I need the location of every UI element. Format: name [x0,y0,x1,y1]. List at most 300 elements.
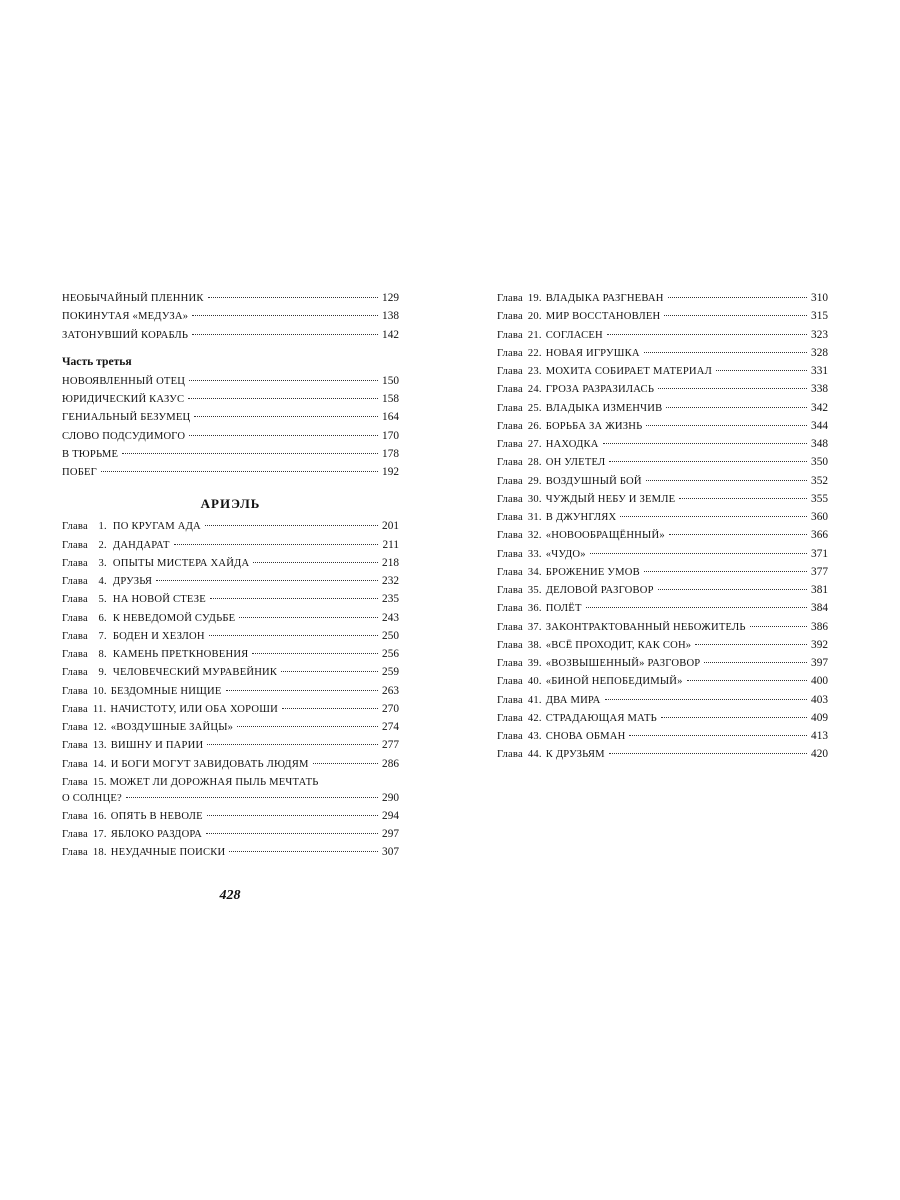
dot-leader [174,544,379,545]
page-ref: 310 [811,292,828,304]
dot-leader [609,753,807,754]
page-ref: 211 [382,538,399,551]
chapter-title: ВЛАДЫКА РАЗГНЕВАН [545,293,664,304]
chapter-title: ДАНДАРАТ [112,539,170,551]
glava-label: Глава [62,829,88,840]
glava-label: Глава [497,420,523,432]
dot-leader [282,708,378,709]
toc-chapter-entry[interactable] [497,529,828,547]
chapter-number: 1. [98,521,107,533]
page-ref: 294 [382,809,399,822]
dot-leader [210,598,378,599]
page-ref: 366 [811,529,828,542]
chapter-number: 24. [527,384,542,396]
entry-title: ЮРИДИЧЕСКИЙ КАЗУС [62,394,185,405]
dot-leader [188,398,378,399]
toc-chapter-entry[interactable] [62,557,399,575]
toc-top-list [62,292,399,347]
page-ref: 178 [382,447,399,460]
chapter-number: 11. [92,703,107,715]
entry-title: ЗАТОНУВШИЙ КОРАБЛЬ [62,329,189,341]
page-ref: 243 [382,611,399,624]
chapter-number: 17. [92,829,107,840]
chapter-number: 5. [98,594,107,606]
toc-part-three-list [62,375,399,485]
dot-leader [252,653,378,654]
toc-chapter-entry[interactable] [497,566,828,584]
chapter-number: 9. [98,667,107,679]
page-ref: 342 [811,401,828,414]
dot-leader [687,680,807,681]
entry-title: В ТЮРЬМЕ [62,448,119,460]
chapter-number: 20. [527,311,542,323]
toc-chapter-entry[interactable] [62,721,399,739]
chapter-title: «ВОЗДУШНЫЕ ЗАЙЦЫ» [110,722,234,733]
chapter-title: ГРОЗА РАЗРАЗИЛАСЬ [545,384,655,396]
glava-label: Глава [497,676,523,688]
dot-leader [209,635,378,636]
dot-leader [192,334,378,335]
chapter-title: К ДРУЗЬЯМ [545,749,605,761]
toc-chapter-entry[interactable] [62,520,399,538]
chapter-title: ВИШНУ И ПАРИИ [110,740,204,752]
chapter-title: НАХОДКА [545,439,599,450]
entry-title: ГЕНИАЛЬНЫЙ БЕЗУМЕЦ [62,412,191,424]
toc-chapter-entry[interactable] [62,539,399,557]
chapter-number: 7. [98,630,107,642]
dot-leader [206,833,378,834]
page-ref: 297 [382,828,399,840]
chapter-number: 10. [92,685,107,697]
part-three-heading: Часть третья [62,354,132,368]
chapter-number: 36. [527,603,542,615]
page-ref: 355 [811,492,828,505]
page-ref: 170 [382,429,399,442]
dot-leader [194,416,378,417]
chapter-title: ВЛАДЫКА ИЗМЕНЧИВ [545,402,663,414]
glava-label: Глава [497,493,523,505]
page-ref: 400 [811,675,828,688]
toc-chapter-entry[interactable] [62,758,399,776]
toc-chapter-entry[interactable] [497,310,828,328]
chapter-title: НА НОВОЙ СТЕЗЕ [112,594,206,606]
chapter-number: 37. [527,621,542,633]
dot-leader [239,617,378,618]
chapter-number: 44. [527,749,542,761]
page-ref: 360 [811,511,828,523]
chapter-number: 41. [527,694,542,706]
glava-label: Глава [62,576,88,587]
dot-leader [126,797,378,798]
chapter-title: ОН УЛЕТЕЛ [545,457,606,469]
chapter-title: БЕЗДОМНЫЕ НИЩИЕ [110,685,222,697]
toc-chapter-entry[interactable] [497,639,828,657]
chapter-title: ОПЫТЫ МИСТЕРА ХАЙДА [112,557,250,569]
page-ref: 250 [382,629,399,642]
dot-leader [644,352,807,353]
chapter-title: ПО КРУГАМ АДА [112,521,201,533]
chapter-title: ДРУЗЬЯ [112,576,153,587]
dot-leader [313,763,378,764]
page-number: 428 [219,888,241,903]
glava-label: Глава [497,439,523,450]
page-ref: 328 [811,346,828,359]
toc-chapter-entry[interactable] [497,712,828,730]
chapter-title: ЧЕЛОВЕЧЕСКИЙ МУРАВЕЙНИК [112,667,278,679]
dot-leader [207,815,378,816]
chapter-title: СНОВА ОБМАН [545,731,626,742]
page-ref: 256 [382,648,399,660]
chapter-number: 15. [92,776,107,788]
chapter-number: 32. [527,530,542,542]
glava-label: Глава [497,402,523,414]
dot-leader [603,443,807,444]
dot-leader [716,370,807,371]
toc-chapter-entry[interactable] [497,456,828,474]
page-ref: 270 [382,702,399,715]
page-ref: 350 [811,456,828,469]
dot-leader [695,644,807,645]
toc-entry[interactable] [62,375,399,393]
toc-entry-chapter-15[interactable] [62,776,399,810]
glava-label: Глава [62,612,88,624]
chapter-number: 23. [527,366,542,377]
toc-left-column [62,292,399,865]
page-ref: 286 [382,757,399,770]
chapter-number: 18. [92,847,107,859]
page-ref: 129 [382,292,399,304]
page-ref: 384 [811,602,828,615]
page-ref: 386 [811,620,828,633]
toc-entry[interactable] [62,310,399,328]
page-ref: 315 [811,310,828,323]
glava-label: Глава [62,667,88,679]
toc-chapter-entry[interactable] [497,675,828,693]
glava-label: Глава [62,810,88,822]
dot-leader [237,726,378,727]
toc-chapter-entry[interactable] [497,383,828,401]
page-ref: 235 [382,593,399,606]
toc-entry[interactable] [62,411,399,429]
dot-leader [669,534,807,535]
chapter-number: 16. [92,810,107,822]
chapter-number: 4. [98,576,107,587]
chapter-title: ДВА МИРА [545,694,601,706]
glava-label: Глава [62,776,88,788]
dot-leader [101,471,378,472]
chapter-number: 6. [98,612,107,624]
glava-label: Глава [497,347,523,359]
dot-leader [122,453,378,454]
toc-chapter-entry[interactable] [497,292,828,310]
chapter-number: 35. [527,585,542,596]
toc-chapter-entry[interactable] [497,621,828,639]
page-ref: 201 [382,520,399,533]
toc-chapter-entry[interactable] [62,612,399,630]
glava-label: Глава [62,740,88,752]
toc-chapter-entry[interactable] [497,657,828,675]
glava-label: Глава [62,649,88,660]
glava-label: Глава [62,594,88,606]
toc-chapter-entry[interactable] [497,438,828,456]
chapter-title: И БОГИ МОГУТ ЗАВИДОВАТЬ ЛЮДЯМ [110,758,309,770]
toc-chapter-entry[interactable] [62,575,399,593]
chapter-title: ВОЗДУШНЫЙ БОЙ [545,475,642,487]
glava-label: Глава [497,566,523,578]
page-ref: 344 [811,419,828,432]
page-ref: 352 [811,474,828,487]
glava-label: Глава [62,539,88,551]
page-ref: 259 [382,666,399,679]
chapter-number: 19. [527,293,542,304]
toc-chapter-entry[interactable] [62,810,399,828]
chapter-title: «БИНОЙ НЕПОБЕДИМЫЙ» [545,676,683,688]
glava-label: Глава [62,521,88,533]
chapter-title: СТРАДАЮЩАЯ МАТЬ [545,712,657,724]
page-ref: 290 [382,791,399,804]
dot-leader [646,480,807,481]
glava-label: Глава [497,731,523,742]
toc-chapter-entry[interactable] [497,584,828,602]
chapter-number: 2. [98,539,107,551]
dot-leader [229,851,378,852]
chapter-number: 33. [527,548,542,560]
chapter-number: 40. [527,676,542,688]
page-ref: 331 [811,365,828,377]
chapter-title: В ДЖУНГЛЯХ [545,512,617,523]
toc-chapter-entry[interactable] [497,602,828,620]
glava-label: Глава [497,512,523,523]
toc-entry[interactable] [62,466,399,484]
entry-title: ПОБЕГ [62,467,97,478]
chapter-number: 13. [92,740,107,752]
dot-leader [205,525,378,526]
toc-entry[interactable] [62,292,399,310]
glava-label: Глава [497,712,523,724]
page-ref: 409 [811,711,828,724]
glava-label: Глава [497,548,523,560]
page-ref: 263 [382,684,399,697]
page-ref: 420 [811,748,828,761]
glava-label: Глава [497,457,523,469]
chapter-number: 14. [92,758,107,770]
chapter-title: ДЕЛОВОЙ РАЗГОВОР [545,585,654,596]
chapter-title: К НЕВЕДОМОЙ СУДЬБЕ [112,612,236,624]
entry-title: СЛОВО ПОДСУДИМОГО [62,430,186,442]
dot-leader [253,562,378,563]
toc-chapter-entry[interactable] [62,666,399,684]
chapter-title: МОХИТА СОБИРАЕТ МАТЕРИАЛ [545,366,713,377]
glava-label: Глава [62,847,88,859]
page-ref: 164 [382,411,399,424]
dot-leader [607,334,807,335]
chapter-number: 22. [527,347,542,359]
chapter-title: «НОВООБРАЩЁННЫЙ» [545,530,665,542]
toc-entry[interactable] [62,448,399,466]
chapter-number: 30. [527,493,542,505]
toc-ariel-chapters-end [62,810,399,865]
toc-chapter-entry[interactable] [62,846,399,864]
dot-leader [666,407,807,408]
dot-leader [664,315,807,316]
toc-chapter-entry[interactable] [62,739,399,757]
page-ref: 158 [382,393,399,405]
dot-leader [644,571,807,572]
chapter-number: 12. [92,722,107,733]
toc-chapter-entry[interactable] [497,402,828,420]
chapter-title-line1: МОЖЕТ ЛИ ДОРОЖНАЯ ПЫЛЬ МЕЧТАТЬ [109,776,319,788]
glava-label: Глава [62,703,88,715]
glava-label: Глава [497,329,523,341]
toc-chapter-entry[interactable] [62,703,399,721]
chapter-title: КАМЕНЬ ПРЕТКНОВЕНИЯ [112,649,249,660]
toc-chapter-entry[interactable] [497,730,828,748]
dot-leader [156,580,378,581]
chapter-number: 28. [527,457,542,469]
glava-label: Глава [497,311,523,323]
toc-chapter-entry[interactable] [497,493,828,511]
dot-leader [189,380,378,381]
glava-label: Глава [497,530,523,542]
chapter-title: СОГЛАСЕН [545,329,603,341]
toc-chapter-entry[interactable] [62,685,399,703]
page-ref: 323 [811,328,828,341]
chapter-number: 21. [527,329,542,341]
glava-label: Глава [497,694,523,706]
dot-leader [679,498,807,499]
chapter-number: 8. [98,649,107,660]
toc-chapter-entry[interactable] [497,420,828,438]
toc-chapter-entry[interactable] [497,511,828,529]
toc-chapter-entry[interactable] [497,475,828,493]
glava-label: Глава [62,557,88,569]
glava-label: Глава [62,758,88,770]
dot-leader [226,690,379,691]
chapter-number: 43. [527,731,542,742]
glava-label: Глава [62,722,88,733]
page-ref: 307 [382,846,399,859]
chapter-title: БОРЬБА ЗА ЖИЗНЬ [545,420,643,432]
dot-leader [192,315,378,316]
chapter-title-line2: О СОЛНЦЕ? [62,792,122,804]
toc-right-column [497,292,828,767]
page-ref: 348 [811,438,828,450]
dot-leader [281,671,378,672]
chapter-title: ЯБЛОКО РАЗДОРА [110,829,203,840]
dot-leader [629,735,807,736]
page-ref: 392 [811,638,828,651]
chapter-number: 26. [527,420,542,432]
chapter-title: НОВАЯ ИГРУШКА [545,347,640,359]
page-ref: 138 [382,310,399,323]
toc-chapter-entry[interactable] [62,593,399,611]
page-ref: 377 [811,565,828,578]
chapter-number: 42. [527,712,542,724]
chapter-number: 39. [527,658,542,669]
chapter-number: 3. [98,557,107,569]
toc-chapter-entry[interactable] [62,648,399,666]
glava-label: Глава [497,621,523,633]
page-ref: 381 [811,584,828,596]
dot-leader [207,744,378,745]
page-ref: 403 [811,693,828,706]
dot-leader [658,589,807,590]
dot-leader [208,297,378,298]
page-ref: 413 [811,730,828,742]
chapter-title: НАЧИСТОТУ, ИЛИ ОБА ХОРОШИ [110,703,278,715]
chapter-title: «ВСЁ ПРОХОДИТ, КАК СОН» [545,639,692,651]
glava-label: Глава [497,749,523,761]
dot-leader [646,425,807,426]
chapter-title: БРОЖЕНИЕ УМОВ [545,566,640,578]
toc-entry[interactable] [62,329,399,347]
dot-leader [586,607,807,608]
page-ref: 150 [382,374,399,387]
glava-label: Глава [62,630,88,642]
glava-label: Глава [497,475,523,487]
page-ref: 232 [382,575,399,587]
toc-ariel-chapters [62,520,399,776]
chapter-number: 27. [527,439,542,450]
dot-leader [661,717,807,718]
toc-chapter-entry[interactable] [62,828,399,846]
dot-leader [605,699,808,700]
toc-right-chapters [497,292,828,767]
glava-label: Глава [497,603,523,615]
toc-chapter-entry[interactable] [62,630,399,648]
dot-leader [590,553,807,554]
toc-entry[interactable] [62,393,399,411]
page-ref: 277 [382,739,399,752]
glava-label: Глава [497,366,523,377]
toc-entry[interactable] [62,430,399,448]
glava-label: Глава [497,658,523,669]
dot-leader [750,626,807,627]
entry-title: ПОКИНУТАЯ «МЕДУЗА» [62,311,189,323]
toc-chapter-entry[interactable] [497,748,828,766]
entry-title: НЕОБЫЧАЙНЫЙ ПЛЕННИК [62,293,204,304]
dot-leader [658,388,807,389]
chapter-title: ЧУЖДЫЙ НЕБУ И ЗЕМЛЕ [545,493,676,505]
chapter-title: ПОЛЁТ [545,603,582,615]
chapter-title: «ВОЗВЫШЕННЫЙ» РАЗГОВОР [545,658,701,669]
chapter-number: 31. [527,512,542,523]
chapter-number: 25. [527,402,542,414]
chapter-number: 38. [527,639,542,651]
dot-leader [609,461,807,462]
chapter-number: 34. [527,566,542,578]
glava-label: Глава [497,293,523,304]
toc-chapter-entry[interactable] [497,365,828,383]
chapter-title: БОДЕН И ХЕЗЛОН [112,630,205,642]
chapter-title: ОПЯТЬ В НЕВОЛЕ [110,810,203,822]
page-ref: 192 [382,466,399,478]
toc-chapter-entry[interactable] [497,548,828,566]
toc-chapter-entry[interactable] [497,694,828,712]
chapter-title: МИР ВОССТАНОВЛЕН [545,311,661,323]
chapter-title: «ЧУДО» [545,548,586,560]
page-ref: 274 [382,721,399,733]
chapter-number: 29. [527,475,542,487]
toc-chapter-entry[interactable] [497,329,828,347]
page-ref: 371 [811,547,828,560]
glava-label: Глава [497,585,523,596]
page-ref: 142 [382,328,399,341]
dot-leader [668,297,807,298]
glava-label: Глава [497,384,523,396]
chapter-title: ЗАКОНТРАКТОВАННЫЙ НЕБОЖИТЕЛЬ [545,621,746,633]
toc-chapter-entry[interactable] [497,347,828,365]
